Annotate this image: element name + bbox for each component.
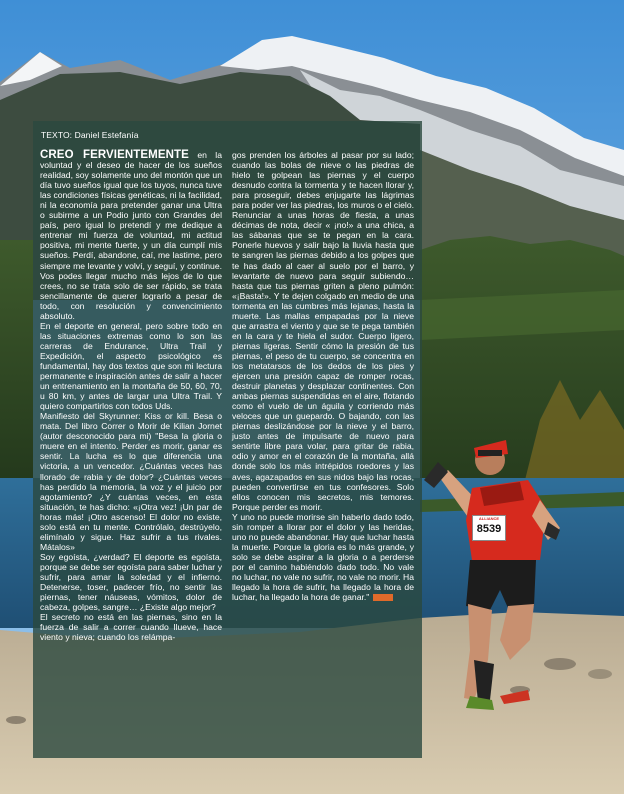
race-bib	[472, 515, 506, 541]
article-column-2	[232, 150, 414, 602]
paragraph-7-text: Y uno no puede morirse sin haberlo dado todo, sin romper a llorar por el dolor y las heridas, uno no puede abandonar. Hay que luchar hasta la muerte. Porque la gloria es lo más grande, y solo se debe aspirar a la gloria o a perderse por el camino habiéndolo dado todo. No vale no luchar, no vale no sufrir, no vale no morir. Ha llegado la hora de sufrir, ha llegado la hora de luchar, ha llegado la hora de ganar."	[232, 511, 414, 603]
paragraph-2: En el deporte en general, pero sobre todo en las situaciones extremas como lo son las carreras de Endurance, Ultra Trail y Expedición, el aspecto psicológico es fundamental, hay dos textos que son mi lectura permanente e inspiración antes de salir a hacer un entrenamiento en la montaña de 50, 60, 70, u 80 km, y antes de largar una Ultra Trail. Y quiero compartirlos con todos Uds.	[40, 320, 222, 412]
bib-sponsor: ALLIANCE	[478, 516, 500, 521]
lead-in: CREO FERVIENTEMENTE	[40, 149, 189, 161]
paragraph-1-text: en la voluntad y el deseo de hacer de los sueños realidad, soy solamente uno del montón que un día tuvo sueños igual que los tuyos, nunca tuve las condiciones físicas genéticas, ni la facilidad, ni la economía para pretender ganar una Ultra o subirme a un Podio junto con Grandes del país, pero igual lo pretendí y me dedique a entrenar mi fuerza de voluntad, mi actitud positiva, mi mente fuerte, y un día cumplí mis sueños. Perdí, abandone, caí, me lastime, pero siempre me levante y volví, y seguí, y continue. Vos podes llegar mucho más lejos de lo que crees, no se trata solo de ser rápido, se trata sencillamente de querer lograrlo a pesar de todo, con resolución y convencimiento absoluto.	[40, 150, 222, 321]
article-credit: TEXTO: Daniel Estefanía	[41, 130, 139, 140]
paragraph-6: gos prenden los árboles al pasar por su lado; cuando las bolas de nieve o las piedras de hielo te golpean las piernas y el cuerpo desnudo contra la tormenta y te hacen llorar y, para proseguir, debes enjugarte las lágrimas para poder ver las piedras, los muros o el cielo. Renunciar a unas horas de fiesta, a unas décimas de nota, decir « ¡no!» a una chica, a las sábanas que se te pegan en la cara. Ponerle huevos y salir bajo la lluvia hasta que te sangren las piernas debido a los golpes que te has dado al caer al suelo por el barro, y levantarte de nuevo para seguir subiendo… hasta que tus piernas griten a pleno pulmón: «¡Basta!». Y te dejen colgado en medio de una tormenta en las cumbres más lejanas, hasta la muerte. Las mallas empapadas por la nieve que arrastra el viento y que se te pega también en la cara y te hiela el sudor. Cuerpo ligero, piernas ligeras. Sentir cómo la presión de tus piernas, el peso de tu cuerpo, se concentra en los metatarsos de los dedos de los pies y ejercen una presión capaz de romper rocas, destruir planetas y desplazar continentes. Con ambas piernas suspendidas en el aire, flotando como el vuelo de un águila y corriendo más veloces que un guepardo. O bajando, con las piernas deslizándose por la nieve y el barro, justo antes de impulsarte de nuevo para sentirte libre para volar, para gritar de rabia, odio y amor en el corazón de la montaña, allá donde solo los más intrépidos roedores y las aves, agazapados en sus nidos bajo las rocas, pueden convertirse en tus confesores. Solo ellos conocen mis secretos, mis temores. Porque perder es morir.	[232, 150, 414, 512]
paragraph-5: El secreto no está en las piernas, sino en la fuerza de salir a correr cuando llueve, hace viento y nieva; cuando los relámpa-	[40, 612, 222, 643]
article-column-1	[40, 150, 222, 642]
paragraph-3: Manifiesto del Skyrunner: Kiss or kill. Besa o mata. Del libro Correr o Morir de Kilian Jornet (autor desconocido para mi) "Besa la gloria o muere en el intento. Perder es morir, ganar es sentir. La lucha es lo que diferencia una victoria, a un vencedor. ¿Cuántas veces has llorado de rabia y de dolor? ¿Cuántas veces has perdido la memoria, la voz y el juicio por agotamiento? ¿Y cuántas veces, en esta situación, te has dicho: «¡Otra vez! ¡Un par de horas más! ¡Otro ascenso! El dolor no existe, solo está en tu mente. Contrólalo, destrúyelo, elimínalo y sigue. Haz sufrir a tus rivales. Mátalos»	[40, 411, 222, 552]
bib-number: 8539	[476, 523, 502, 535]
paragraph-7	[232, 512, 414, 602]
paragraph-1	[40, 150, 222, 321]
end-mark	[373, 594, 393, 601]
paragraph-4: Soy egoísta, ¿verdad? El deporte es egoísta, porque se debe ser egoísta para saber luchar y sufrir, para amar la soledad y el infierno. Detenerse, toser, padecer frío, no sentir las piernas, tener náuseas, vómitos, dolor de cabeza, golpes, sangre… ¿Existe algo mejor?	[40, 551, 222, 613]
